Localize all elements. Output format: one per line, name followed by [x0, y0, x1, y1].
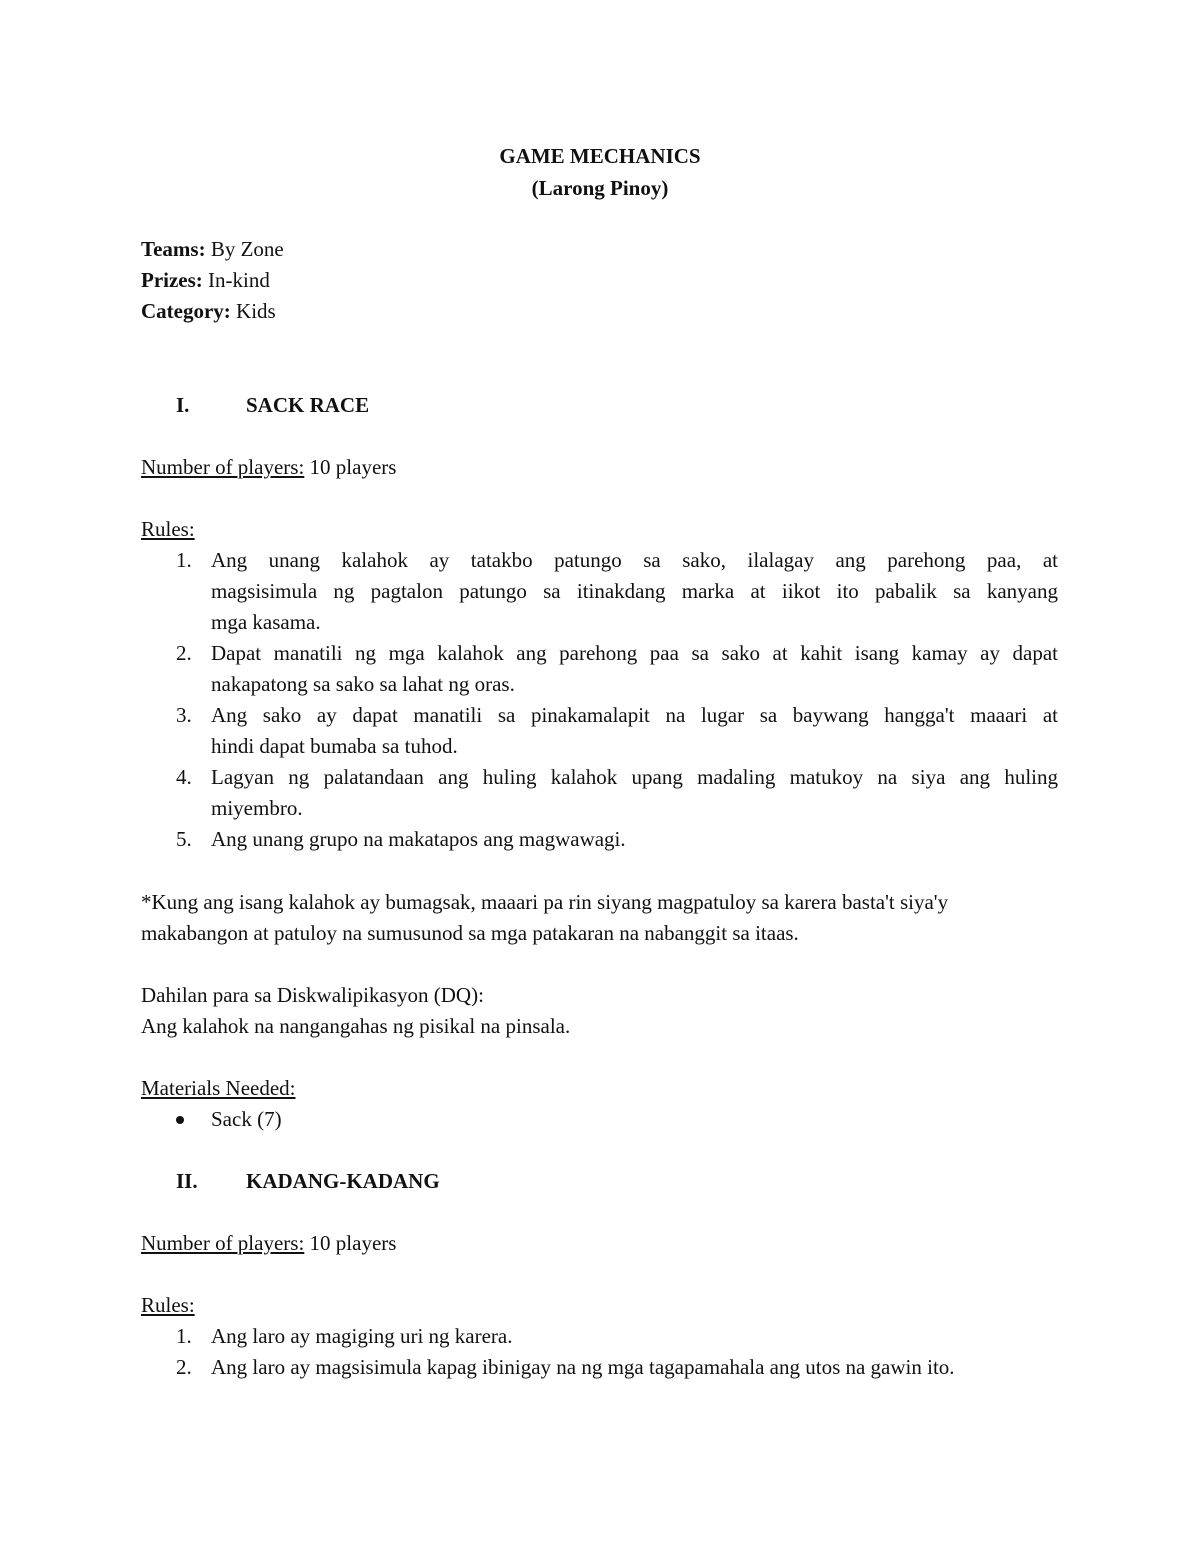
dq-text: Ang kalahok na nangangahas ng pisikal na pinsala.	[141, 1014, 571, 1038]
bullet-icon	[176, 1116, 184, 1124]
section-number: II.	[176, 1169, 198, 1193]
rule-number: 2.	[176, 1355, 192, 1379]
rule-item	[176, 1321, 1058, 1352]
rule-text-line: nakapatong sa sako sa lahat ng oras.	[211, 672, 515, 696]
section-heading-kadang-kadang	[176, 1166, 440, 1197]
materials-item-text: Sack (7)	[211, 1107, 282, 1131]
document-subtitle: (Larong Pinoy)	[531, 176, 669, 200]
rule-item	[176, 638, 1058, 700]
players-value: 10 players	[309, 1231, 397, 1255]
meta-teams	[141, 234, 284, 265]
rule-number: 1.	[176, 1324, 192, 1348]
players-value: 10 players	[309, 455, 397, 479]
rule-item	[176, 700, 1058, 762]
meta-label: Prizes:	[141, 268, 203, 292]
meta-label: Teams:	[141, 237, 206, 261]
section-heading-sack-race	[176, 390, 369, 421]
meta-prizes	[141, 265, 270, 296]
rule-text-line: magsisimula ng pagtalon patungo sa itinakdang marka at iikot ito pabalik sa kanyang	[211, 579, 1058, 603]
rule-text-line: miyembro.	[211, 796, 303, 820]
rules-label-text: Rules:	[141, 1293, 195, 1317]
rule-text-line: Ang unang kalahok ay tatakbo patungo sa sako, ilalagay ang parehong paa, at	[211, 548, 1058, 572]
rule-number: 4.	[176, 765, 192, 789]
document-title: GAME MECHANICS	[499, 144, 701, 168]
rule-item	[176, 824, 1058, 855]
dq-label: Dahilan para sa Diskwalipikasyon (DQ):	[141, 983, 484, 1007]
players-line	[141, 1228, 396, 1259]
section-title: KADANG-KADANG	[246, 1169, 440, 1193]
rule-text-line: mga kasama.	[211, 610, 321, 634]
rule-text-line: Dapat manatili ng mga kalahok ang parehong paa sa sako at kahit isang kamay ay dapat	[211, 641, 1058, 665]
rule-number: 3.	[176, 703, 192, 727]
rule-text-line: Lagyan ng palatandaan ang huling kalahok upang madaling matukoy na siya ang huling	[211, 765, 1058, 789]
section-number: I.	[176, 393, 190, 417]
section-title: SACK RACE	[246, 393, 370, 417]
meta-label: Category:	[141, 299, 231, 323]
meta-value: Kids	[236, 299, 276, 323]
players-label: Number of players:	[141, 1231, 305, 1255]
note-line: makabangon at patuloy na sumusunod sa mga patakaran na nabanggit sa itaas.	[141, 921, 799, 945]
meta-value: In-kind	[208, 268, 270, 292]
rule-text-line: Ang laro ay magiging uri ng karera.	[211, 1324, 513, 1348]
rules-label-text: Rules:	[141, 517, 195, 541]
materials-item	[176, 1104, 282, 1135]
players-label: Number of players:	[141, 455, 305, 479]
rule-item	[176, 545, 1058, 638]
materials-label	[141, 1073, 296, 1104]
rule-number: 1.	[176, 548, 192, 572]
rule-text-line: Ang unang grupo na makatapos ang magwawagi.	[211, 827, 626, 851]
rule-text-line: Ang sako ay dapat manatili sa pinakamalapit na lugar sa baywang hangga't maaari at	[211, 703, 1058, 727]
players-line	[141, 452, 396, 483]
rules-label	[141, 1290, 195, 1321]
rules-label	[141, 514, 195, 545]
meta-category	[141, 296, 276, 327]
rule-item	[176, 762, 1058, 824]
rule-item	[176, 1352, 1058, 1383]
rule-number: 5.	[176, 827, 192, 851]
rule-number: 2.	[176, 641, 192, 665]
note-line: *Kung ang isang kalahok ay bumagsak, maaari pa rin siyang magpatuloy sa karera basta't siya'y	[141, 890, 949, 914]
rule-text-line: hindi dapat bumaba sa tuhod.	[211, 734, 458, 758]
materials-label-text: Materials Needed:	[141, 1076, 296, 1100]
rule-text-line: Ang laro ay magsisimula kapag ibinigay na ng mga tagapamahala ang utos na gawin ito.	[211, 1355, 955, 1379]
meta-value: By Zone	[210, 237, 284, 261]
